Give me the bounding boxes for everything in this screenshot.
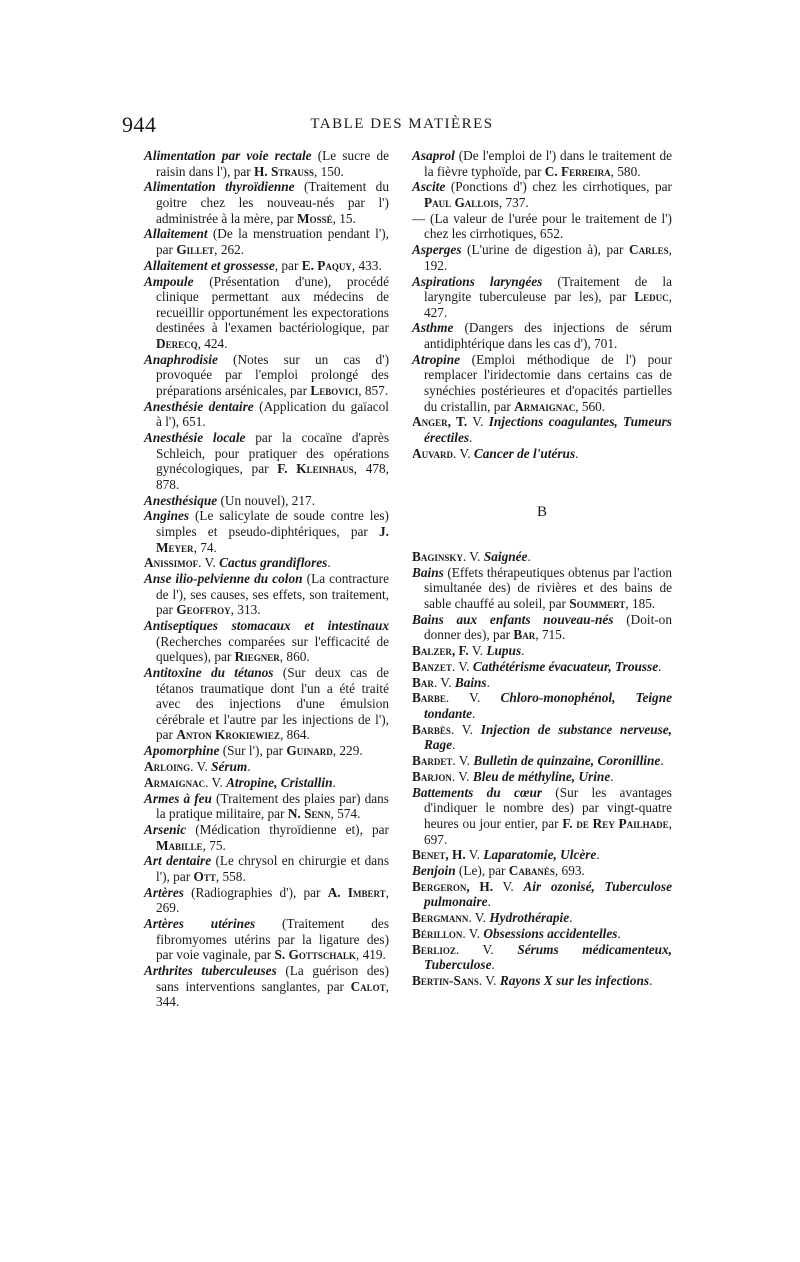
entry-text: . V. (433, 674, 455, 690)
entry-author: Bar (513, 627, 536, 643)
entry-end: , 15. (332, 210, 356, 226)
page-header (122, 112, 682, 140)
entry-cross-reference: Cactus grandiflores (219, 555, 328, 571)
index-entry (144, 148, 389, 179)
index-entry (144, 493, 389, 509)
entry-text: , par (274, 257, 302, 273)
entry-end: , 344. (156, 978, 389, 1010)
entry-keyword: Armes à feu (144, 790, 212, 806)
entry-text: (De l'emploi de l') dans le traitement de la fièvre typhoïde, par (424, 148, 672, 179)
entry-author: N. Senn (287, 806, 331, 822)
entry-keyword: Anse ilio-pelvienne du colon (144, 571, 303, 587)
entry-end: , 478, 878. (156, 461, 389, 492)
entry-keyword: Alimentation par voie rectale (144, 148, 312, 163)
entry-end: , 262. (214, 241, 245, 257)
entry-keyword: Aspirations laryngées (412, 273, 543, 289)
index-entry (144, 885, 389, 916)
entry-cross-reference: Rayons X sur les infections (499, 973, 650, 989)
entry-author: Armaignac (144, 774, 206, 790)
entry-keyword: Battements du cœur (412, 784, 543, 800)
entry-end: , 864. (279, 727, 310, 743)
entry-author: F. de Rey Pailhade (562, 815, 669, 831)
index-entry (144, 963, 389, 1010)
entry-keyword: Alimentation thyroïdienne (144, 179, 295, 195)
entry-author: Derecq (156, 335, 198, 351)
entry-end: , 693. (554, 863, 585, 879)
entry-end: , 433. (351, 257, 382, 273)
entry-text: . V. (455, 941, 518, 957)
entry-keyword: Bains (412, 564, 444, 580)
index-entry (144, 571, 389, 618)
entry-author: Carles (629, 242, 669, 258)
entry-keyword: Arsenic (144, 821, 187, 837)
index-entry (412, 942, 672, 973)
entry-text: (Le sucre de raisin dans l'), par (156, 148, 389, 179)
entry-text: . V. (445, 690, 501, 706)
entry-author: Calot (350, 978, 386, 994)
index-entry (412, 414, 672, 445)
entry-end: , 860. (279, 649, 310, 665)
entry-cross-reference: Atropine, Cristallin (226, 774, 333, 790)
entry-author: S. Gottschalk (274, 947, 356, 963)
index-entry (412, 446, 672, 462)
index-entry (144, 555, 389, 571)
entry-text: . V. (452, 753, 474, 769)
entry-end: . (486, 674, 490, 690)
index-entry (412, 863, 672, 879)
entry-end: , 150. (313, 163, 344, 179)
entry-end: . (521, 643, 525, 659)
entry-end: . (658, 658, 662, 674)
entry-author: Lebovici (310, 382, 359, 398)
entry-end: . (596, 847, 600, 863)
entry-text: (Ponctions d') chez les cirrhotiques, par (445, 179, 672, 195)
entry-text: (Traitement des plaies par) dans la pratique militaire, par (156, 790, 389, 822)
index-entry (144, 759, 389, 775)
entry-end: , 574. (330, 806, 361, 822)
entry-text: (Dangers des injections de sérum antidiphtérique dans les cas d'), 701. (424, 320, 672, 352)
index-entry (412, 753, 672, 769)
entry-author: Armaignac (514, 398, 576, 414)
entry-cross-reference: Air ozonisé, Tuberculose pulmonaire (424, 878, 672, 910)
index-entry (412, 722, 672, 753)
entry-author: Benet, H. (412, 847, 466, 863)
entry-keyword: Asperges (412, 242, 462, 258)
index-entry (412, 879, 672, 910)
entry-author: Barjon (412, 768, 452, 784)
entry-keyword: Asthme (412, 320, 454, 336)
entry-author: F. Kleinhaus (277, 461, 354, 477)
entry-text: . V. (205, 774, 227, 790)
index-entry (412, 785, 672, 847)
index-entry (144, 226, 389, 257)
index-entry (144, 822, 389, 853)
entry-author: A. Imbert (327, 884, 386, 900)
entry-text: — (La valeur de l'urée pour le traitement de l') chez les cirrhotiques, 652. (412, 210, 672, 242)
entry-cross-reference: Cancer de l'utérus (473, 445, 576, 461)
entry-author: Anger, T. (412, 414, 468, 430)
entry-end: . (575, 445, 579, 461)
entry-keyword: Antitoxine du tétanos (144, 665, 274, 681)
entry-author: Ott (193, 868, 216, 884)
entry-end: . (610, 768, 614, 784)
entry-end: , 229. (332, 743, 363, 759)
entry-text: par la cocaïne d'après Schleich, pour pratiquer des opérations gynécologiques, par (156, 430, 389, 477)
entry-end: . (569, 910, 573, 926)
entry-keyword: Anaphrodisie (144, 351, 218, 367)
entry-author: J. Meyer (156, 523, 389, 555)
entry-end: , 75. (202, 837, 226, 853)
index-entry (144, 665, 389, 743)
entry-author: C. Ferreira (544, 163, 611, 179)
entry-cross-reference: Hydrothérapie (489, 910, 570, 926)
entry-cross-reference: Injections coagulantes, Tumeurs érectiles (424, 414, 672, 445)
entry-author: Bertin-Sans (412, 973, 479, 989)
entry-text: (L'urine de digestion à), par (461, 242, 630, 258)
entry-author: Bergmann (412, 910, 469, 926)
index-entry (412, 320, 672, 351)
entry-author: Gillet (176, 241, 215, 257)
entry-keyword: Allaitement (144, 226, 208, 242)
entry-text: (Le), par (455, 863, 509, 879)
entry-text: (Présentation d'une), procédé clinique permettant aux médecins de recueillir opportunément les expectorations destinées à l'examen bactériologique, par (156, 273, 389, 336)
entry-text: (Traitement du goitre chez les nouveau-nés par l') administrée à la mère, par (156, 179, 389, 226)
entry-text: V. (465, 847, 484, 863)
entry-text: (Effets thérapeutiques obtenus par l'action simultanée des) de rivières et des bains de sable chauffé au soleil, par (424, 564, 672, 611)
entry-end: , 427. (424, 289, 672, 320)
entry-cross-reference: Sérums médicamenteux, Tuberculose (424, 941, 672, 973)
entry-author: Berlioz (412, 941, 456, 957)
index-entry (412, 274, 672, 321)
entry-author: Bérillon (412, 926, 463, 942)
entry-keyword: Asaprol (412, 148, 455, 163)
entry-end: . (617, 926, 621, 942)
entry-author: Bar (412, 674, 434, 690)
entry-text: . V. (451, 658, 473, 674)
entry-author: Anton Krokiewiez (176, 727, 280, 743)
entry-end: , 697. (424, 815, 672, 847)
entry-end: . (332, 774, 336, 790)
index-column-right (412, 148, 672, 989)
entry-text: . V. (190, 758, 212, 774)
entry-keyword: Anesthésique (144, 492, 218, 508)
index-entry (144, 791, 389, 822)
entry-author: Barbe (412, 690, 446, 706)
index-entry (144, 274, 389, 352)
index-entry (144, 352, 389, 399)
index-entry (412, 211, 672, 242)
entry-text: (Le salicylate de soude contre les) simples et pseudo-diphtériques, par (156, 508, 389, 539)
entry-keyword: Artères (144, 884, 184, 900)
entry-text: V. (467, 414, 489, 430)
entry-text: (Traitement des fibromyomes utérins par la ligature des) par voie vaginale, par (156, 916, 389, 963)
entry-keyword: Benjoin (412, 863, 456, 879)
entry-author: H. Strauss (254, 163, 314, 179)
entry-text: (Médication thyroïdienne et), par (186, 821, 389, 837)
entry-text: . V. (462, 926, 484, 942)
entry-text: (La guérison des) sans interventions sanglantes, par (156, 963, 389, 994)
entry-author: Bergeron, H. (412, 878, 494, 894)
index-entry (412, 690, 672, 721)
index-entry (144, 618, 389, 665)
entry-text: (Radiographies d'), par (183, 884, 328, 900)
index-entry (412, 352, 672, 414)
index-entry (412, 847, 672, 863)
index-entry (412, 179, 672, 210)
entry-keyword: Allaitement et grossesse (144, 257, 275, 273)
entry-author: Geoffroy (176, 602, 231, 618)
entry-text: V. (493, 878, 524, 894)
entry-text: (Doit-on donner des), par (424, 611, 672, 643)
entry-text: (Un nouvel), 217. (217, 492, 316, 508)
entry-end: , 313. (230, 602, 261, 618)
entry-author: Mossé (297, 210, 333, 226)
index-section-b (412, 549, 672, 989)
entry-text: V. (468, 643, 487, 659)
entry-text: . V. (468, 910, 490, 926)
entry-author: Bardet (412, 753, 453, 769)
entry-author: Leduc (634, 289, 669, 305)
entry-author: Arloing (144, 758, 191, 774)
entry-end: . (660, 753, 664, 769)
entry-text: . V. (452, 445, 474, 461)
entry-text: (Recherches comparées sur l'efficacité de quelques), par (156, 633, 389, 665)
entry-keyword: Anesthésie dentaire (144, 398, 254, 414)
entry-cross-reference: Laparatomie, Ulcère (483, 847, 597, 863)
entry-author: Guinard (286, 743, 333, 759)
entry-end: , 560. (575, 398, 606, 414)
index-entry (412, 659, 672, 675)
entry-author: Riegner (234, 649, 280, 665)
entry-end: , 737. (498, 194, 529, 210)
index-entry (412, 549, 672, 565)
entry-end: , 192. (424, 242, 672, 273)
entry-keyword: Bains aux enfants nouveau-nés (412, 611, 614, 627)
entry-keyword: Apomorphine (144, 743, 220, 759)
entry-text: (Notes sur un cas d') provoquée par l'emploi prolongé des préparations arsénicales, par (156, 351, 389, 398)
entry-cross-reference: Cathétérisme évacuateur, Trousse (472, 658, 659, 674)
entry-keyword: Art dentaire (144, 853, 212, 869)
entry-cross-reference: Obsessions accidentelles (483, 926, 618, 942)
entry-author: E. Paquy (301, 257, 352, 273)
index-entry (412, 643, 672, 659)
entry-text: (Sur deux cas de tétanos traumatique dont l'un a été traité avec des injections d'une émulsion cérébrale et l'autre par les injections de l'), par (156, 665, 389, 743)
entry-text: (Application du gaïacol à l'), 651. (156, 398, 389, 430)
entry-cross-reference: Bleu de méthyline, Urine (472, 768, 611, 784)
page-number: 944 (122, 112, 157, 137)
entry-keyword: Atropine (412, 351, 461, 367)
entry-text: (Traitement de la laryngite tuberculeuse par les), par (424, 273, 672, 305)
entry-end: . (452, 737, 456, 753)
entry-cross-reference: Chloro-monophénol, Teigne tondante (424, 690, 673, 722)
entry-keyword: Antiseptiques stomacaux et intestinaux (144, 618, 389, 634)
entry-text: (Sur les avantages d'indiquer le nombre des) par vingt-quatre heures ou jour entier, par (424, 784, 672, 831)
running-title: TABLE DES MATIÈRES (310, 116, 494, 132)
index-entry (144, 399, 389, 430)
entry-text: . V. (450, 721, 481, 737)
entry-end: , 74. (193, 539, 217, 555)
entry-author: Anissimof (144, 555, 199, 571)
entry-end: , 580. (610, 163, 641, 179)
index-entry (144, 853, 389, 884)
index-entry (412, 910, 672, 926)
section-letter: B (536, 504, 547, 521)
entry-cross-reference: Sérum (211, 758, 248, 774)
entry-keyword: Artères utérines (144, 916, 256, 932)
entry-end: . (472, 706, 476, 722)
index-section-a-continued (412, 148, 672, 461)
entry-author: Baginsky (412, 548, 463, 564)
entry-end: , 419. (355, 947, 386, 963)
index-entry (144, 916, 389, 963)
entry-cross-reference: Injection de substance nerveuse, Rage (424, 721, 672, 753)
entry-author: Paul Gallois (424, 194, 499, 210)
entry-text: (Le chrysol en chirurgie et dans l'), par (156, 853, 389, 884)
entry-author: Cabanès (508, 863, 555, 879)
entry-end: , 269. (156, 884, 389, 916)
index-entry (412, 148, 672, 179)
entry-cross-reference: Lupus (486, 643, 522, 659)
entry-keyword: Anesthésie locale (144, 430, 246, 445)
index-entry (412, 675, 672, 691)
index-entry (412, 973, 672, 989)
entry-author: Mabille (156, 837, 203, 853)
index-entry (412, 769, 672, 785)
entry-keyword: Ampoule (144, 273, 194, 289)
entry-text: (Emploi méthodique de l') pour remplacer l'iridectomie dans certains cas de synéchies postérieures et d'opacités partielles du cristallin, par (424, 351, 672, 414)
index-entry (412, 242, 672, 273)
entry-end: . (327, 555, 331, 571)
index-entry (144, 179, 389, 226)
entry-text: (De la menstruation pendant l'), par (156, 226, 389, 257)
index-entry (412, 612, 672, 643)
entry-end: , 715. (535, 627, 566, 643)
entry-end: , 424. (197, 335, 228, 351)
entry-cross-reference: Saignée (483, 548, 528, 564)
index-entry (412, 565, 672, 612)
entry-text: . V. (478, 973, 500, 989)
entry-text: . V. (462, 548, 484, 564)
entry-end: . (491, 957, 495, 973)
index-entry (144, 775, 389, 791)
entry-keyword: Angines (144, 508, 190, 524)
entry-author: Soummert (569, 595, 626, 611)
entry-end: , 185. (625, 595, 656, 611)
entry-text: . V. (198, 555, 220, 571)
entry-author: Banzet (412, 658, 452, 674)
index-entry (144, 508, 389, 555)
entry-author: Auvard (412, 445, 453, 461)
entry-end: . (487, 894, 491, 910)
index-entry (144, 258, 389, 274)
entry-author: Barbès (412, 721, 451, 737)
index-entry (412, 926, 672, 942)
index-entry (144, 430, 389, 492)
entry-end: . (469, 430, 473, 445)
entry-end: . (649, 973, 653, 989)
entry-text: (Sur l'), par (219, 743, 287, 759)
entry-keyword: Arthrites tuberculeuses (144, 963, 277, 978)
entry-text: . V. (451, 768, 473, 784)
entry-author: Balzer, F. (412, 643, 469, 659)
entry-cross-reference: Bains (454, 674, 487, 690)
entry-end: , 558. (215, 868, 246, 884)
entry-end: . (527, 548, 531, 564)
entry-end: , 857. (358, 382, 389, 398)
entry-keyword: Ascite (412, 179, 446, 195)
entry-end: . (247, 758, 251, 774)
index-column-left (144, 148, 389, 1010)
entry-text: (La contracture de l'), ses causes, ses effets, son traitement, par (156, 571, 389, 618)
index-entry (144, 743, 389, 759)
entry-cross-reference: Bulletin de quinzaine, Coronilline (473, 753, 661, 769)
